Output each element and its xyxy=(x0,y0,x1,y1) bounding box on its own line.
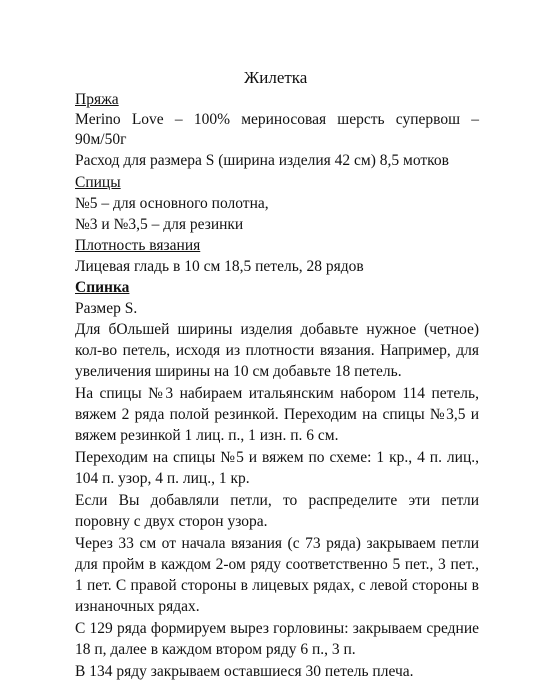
paragraph-1-line-1: Для бОльшей ширины изделия добавьте нужное (четное) xyxy=(75,321,479,338)
gauge-text: Лицевая гладь в 10 см 18,5 петель, 28 рядов xyxy=(75,258,364,275)
needles-main: №5 – для основного полотна, xyxy=(75,195,269,212)
paragraph-2-line-1: На спицы №3 набираем итальянским набором 114 петель, xyxy=(75,385,479,402)
yarn-line-2: 90м/50г xyxy=(75,131,127,148)
paragraph-6-line-1: С 129 ряда формируем вырез горловины: закрываем средние xyxy=(75,620,479,637)
paragraph-2-line-3: вяжем резинкой 1 лиц. п., 1 изн. п. 6 см. xyxy=(75,427,339,444)
paragraph-6-line-2: 18 п, далее в каждом втором ряду 6 п., 3 п. xyxy=(75,641,356,658)
paragraph-5-line-3: 1 пет. С правой стороны в лицевых рядах, с левой стороны в xyxy=(75,577,479,594)
back-heading: Спинка xyxy=(75,279,130,296)
yarn-heading: Пряжа xyxy=(75,91,119,108)
paragraph-3-line-2: 104 п. узор, 4 п. лиц., 1 кр. xyxy=(75,470,250,487)
gauge-heading: Плотность вязания xyxy=(75,237,201,254)
paragraph-1-line-3: увеличения ширины на 10 см добавьте 18 петель. xyxy=(75,363,402,380)
needles-rib: №3 и №3,5 – для резинки xyxy=(75,216,244,233)
yarn-line-1: Merino Love – 100% мериносовая шерсть супервош – xyxy=(75,111,479,128)
paragraph-4-line-2: поровну с двух сторон узора. xyxy=(75,513,268,530)
paragraph-5-line-4: изнаночных рядах. xyxy=(75,598,200,615)
paragraph-5-line-1: Через 33 см от начала вязания (с 73 ряда) закрываем петли xyxy=(75,535,479,552)
paragraph-4-line-1: Если Вы добавляли петли, то распределите эти петли xyxy=(75,492,479,509)
document-title: Жилетка xyxy=(244,68,308,87)
paragraph-3-line-1: Переходим на спицы №5 и вяжем по схеме: 1 кр., 4 п. лиц., xyxy=(75,449,479,466)
paragraph-2-line-2: вяжем 2 ряда полой резинкой. Переходим на спицы №3,5 и xyxy=(75,406,479,423)
paragraph-7-line-1: В 134 ряду закрываем оставшиеся 30 петель плеча. xyxy=(75,663,414,680)
paragraph-5-line-2: для пройм в каждом 2-ом ряду соответственно 5 пет., 3 пет., xyxy=(75,556,479,573)
yarn-usage: Расход для размера S (ширина изделия 42 см) 8,5 мотков xyxy=(75,152,449,169)
needles-heading: Спицы xyxy=(75,174,121,191)
paragraph-1-line-2: кол-во петель, исходя из плотности вязания. Например, для xyxy=(75,342,479,359)
size-line: Размер S. xyxy=(75,300,138,317)
